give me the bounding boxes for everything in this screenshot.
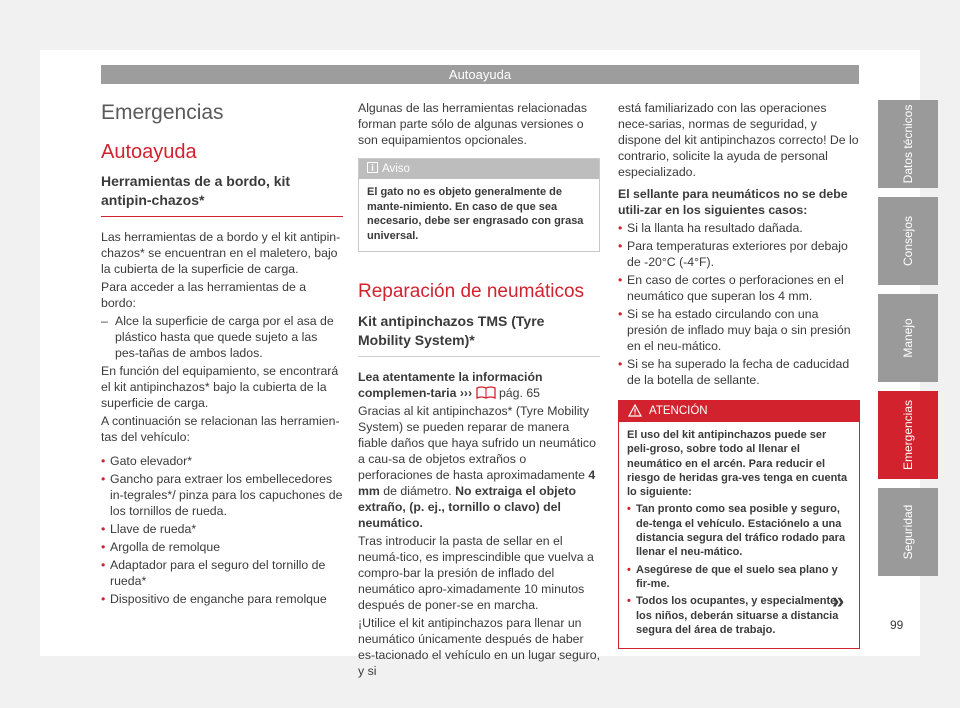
tool-item: • Dispositivo de enganche para remolque — [101, 591, 343, 607]
kit-heading: Kit antipinchazos TMS (Tyre Mobility System)* — [358, 313, 545, 348]
tab-label: Manejo — [901, 318, 915, 358]
case-item: • Si se ha estado circulando con una presión de inflado muy baja o sin presión en el neu-mático. — [618, 306, 860, 354]
page-header: Autoayuda — [101, 65, 859, 84]
book-icon — [476, 386, 496, 399]
section-title: Emergencias — [101, 101, 224, 124]
atencion-text: El uso del kit antipinchazos puede ser peli-groso, sobre todo al llenar el neumático en el arcén. Para reducir el riesgo de heridas gra-ves tenga en cuenta lo siguiente: — [627, 429, 848, 499]
column-3 — [618, 100, 860, 649]
paragraph: Las herramientas de a bordo y el kit antipin-chazos* se encuentran en el maletero, bajo la cubierta de la superficie de carga. — [101, 230, 341, 276]
tab-label: Datos técnicos — [901, 104, 915, 184]
aviso-text: El gato no es objeto generalmente de mante-nimiento. En caso de que sea necesario, debe ser engrasado con grasa universal. — [367, 186, 584, 242]
tab-label: Seguridad — [901, 504, 915, 560]
case-item: • Si la llanta ha resultado dañada. — [618, 220, 860, 236]
tab-label: Consejos — [901, 215, 915, 267]
paragraph: A continuación se relacionan las herramien-tas del vehículo: — [101, 414, 340, 444]
aviso-header — [359, 159, 599, 179]
paragraph: está familiarizado con las operaciones nece-sarias, normas de seguridad, y dispone del kit antipinchazos correcto! De lo contrario, solicite la ayuda de personal especializado. — [618, 101, 859, 179]
read-info-page[interactable]: pág. 65 — [498, 386, 540, 400]
atencion-header — [619, 401, 859, 422]
atencion-box — [618, 400, 860, 649]
atencion-item: • Todos los ocupantes, y especialmente los niños, deberán situarse a distancia segura del área de trabajo. — [627, 594, 851, 637]
read-info-arrows: ››› — [459, 386, 473, 400]
continue-mark: » — [832, 588, 845, 613]
dash-item: – Alce la superficie de carga por el asa de plástico hasta que quede sujeto a las pes-tañas de ambos lados. — [101, 313, 343, 361]
paragraph: Tras introducir la pasta de sellar en el neumá-tico, es imprescindible que vuelva a compro-bar la presión de inflado del neumático apro-ximadamente 10 minutos después de poner-se en marcha. — [358, 534, 594, 612]
tab-consejos[interactable] — [878, 197, 938, 285]
tool-item: • Argolla de remolque — [101, 539, 343, 555]
read-info-text: Lea atentamente la información complemen-taria — [358, 370, 543, 400]
tool-item: • Gato elevador* — [101, 453, 343, 469]
atencion-item: • Asegúrese de que el suelo sea plano y fir-me. — [627, 563, 851, 592]
tool-item: • Adaptador para el seguro del tornillo de rueda* — [101, 557, 343, 589]
tool-item: • Gancho para extraer los embellecedores in-tegrales*/ pinza para los capuchones de los tornillos de rueda. — [101, 471, 343, 519]
tools-heading: Herramientas de a bordo, kit antipin-chazos* — [101, 173, 291, 208]
warning-triangle-icon — [628, 404, 642, 417]
atencion-item: • Tan pronto como sea posible y seguro, de-tenga el vehículo. Estaciónelo a una distancia segura del tráfico rodado para llenar el neu-mático. — [627, 502, 851, 559]
tab-manejo[interactable] — [878, 294, 938, 382]
paragraph-text: Gracias al kit antipinchazos* (Tyre Mobility System) se pueden reparar de manera fiable daños que haya sufrido un neumático a cau-sa de objetos extraños o perforaciones de hasta aproximadamente — [358, 404, 596, 482]
tool-item: • Llave de rueda* — [101, 521, 343, 537]
paragraph: Algunas de las herramientas relacionadas forman parte sólo de algunas versiones o son equipamientos opcionales. — [358, 101, 587, 147]
atencion-label: ATENCIÓN — [649, 405, 708, 417]
warning-text: No extraiga el objeto extraño, (p. ej., tornillo o clavo) del neumático. — [358, 484, 577, 530]
paragraph-text: de diámetro. — [383, 484, 452, 498]
tab-seguridad[interactable] — [878, 488, 938, 576]
paragraph: En función del equipamiento, se encontrará el kit antipinchazos* bajo la cubierta de la superficie de carga. — [101, 364, 339, 410]
info-icon — [367, 162, 378, 173]
aviso-box — [358, 158, 600, 252]
column-2 — [358, 100, 600, 681]
tab-label: Emergencias — [901, 399, 915, 471]
case-item: • Si se ha superado la fecha de caducidad de la botella de sellante. — [618, 356, 860, 388]
paragraph — [358, 403, 600, 531]
column-1 — [101, 100, 343, 609]
case-item: • En caso de cortes o perforaciones en el neumático que superan los 4 mm. — [618, 272, 860, 304]
size-value: 4 mm — [358, 468, 596, 498]
cases-heading: El sellante para neumáticos no se debe utili-zar en los siguientes casos: — [618, 187, 848, 217]
repair-heading: Reparación de neumáticos — [358, 281, 585, 302]
page-number: 99 — [890, 618, 904, 632]
tab-datos-tecnicos[interactable] — [878, 100, 938, 188]
case-item: • Para temperaturas exteriores por debajo de -20°C (-4°F). — [618, 238, 860, 270]
read-info — [358, 369, 600, 401]
aviso-label: Aviso — [382, 163, 410, 175]
paragraph: Para acceder a las herramientas de a bordo: — [101, 280, 307, 310]
tab-emergencias[interactable] — [878, 391, 938, 479]
subsection-title: Autoayuda — [101, 141, 197, 163]
paragraph: ¡Utilice el kit antipinchazos para llenar un neumático únicamente después de haber es-tacionado el vehículo en un lugar seguro, y si — [358, 616, 600, 678]
